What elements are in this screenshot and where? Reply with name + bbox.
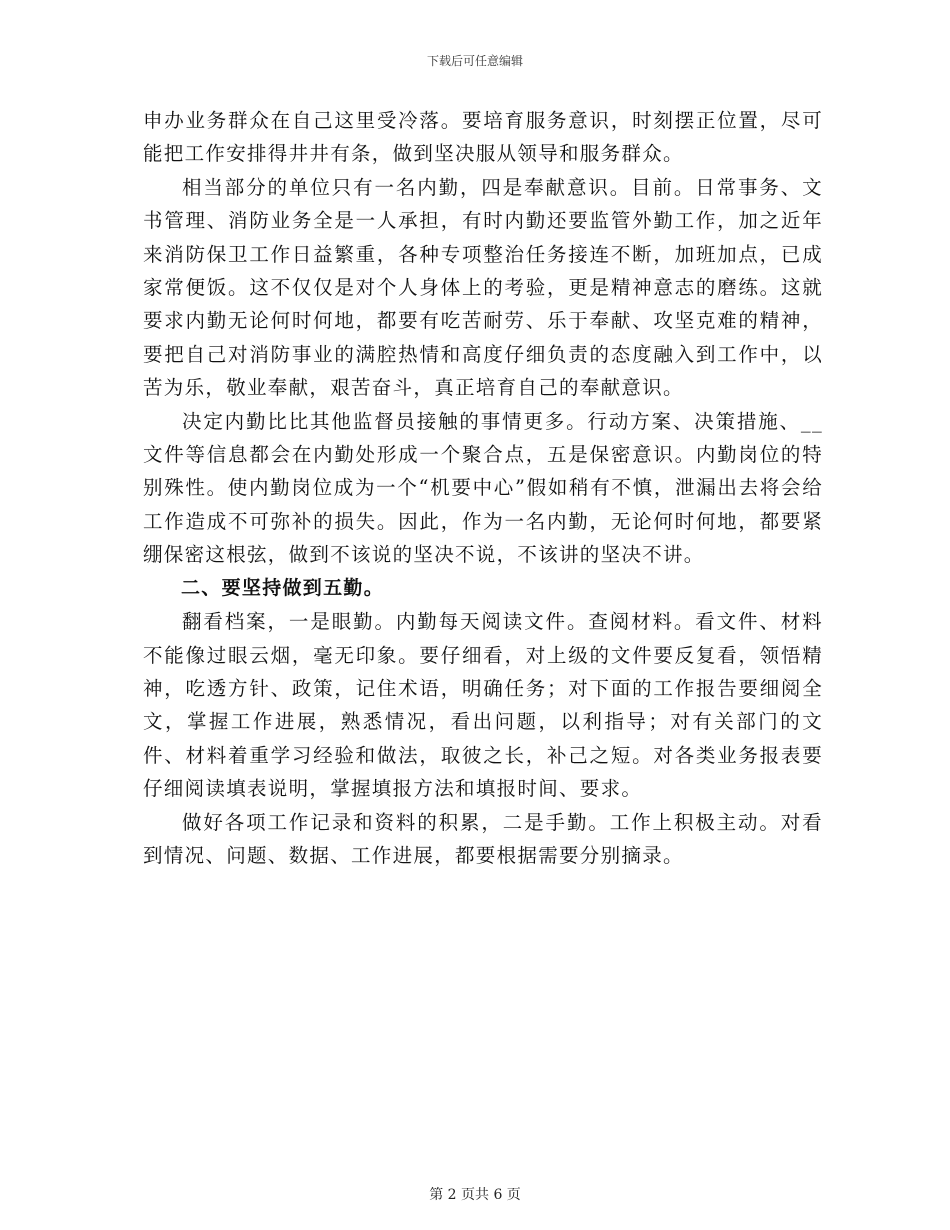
paragraph-dedication-awareness: 相当部分的单位只有一名内勤，四是奉献意识。目前。日常事务、文书管理、消防业务全是一人承担，有时内勤还要监管外勤工作，加之近年来消防保卫工作日益繁重，各种专项整治任务接连不断，加班加点，已成家常便饭。这不仅仅是对个人身体上的考验，更是精神意志的磨练。这就要求内勤无论何时何地，都要有吃苦耐劳、乐于奉献、攻坚克难的精神，要把自己对消防事业的满腔热情和高度仔细负责的态度融入到工作中，以苦为乐，敬业奉献，艰苦奋斗，真正培育自己的奉献意识。: [143, 175, 823, 400]
paragraph-hand-diligence: 做好各项工作记录和资料的积累，二是手勤。工作上积极主动。对看到情况、问题、数据、工作进展，都要根据需要分别摘录。: [143, 810, 823, 867]
page-number-footer: 第 2 页共 6 页: [429, 1187, 521, 1203]
document-body: [143, 104, 823, 872]
section-heading-five-diligences: 二、要坚持做到五勤。: [181, 576, 385, 599]
paragraph-eye-diligence: 翻看档案，一是眼勤。内勤每天阅读文件。查阅材料。看文件、材料不能像过眼云烟，毫无印象。要仔细看，对上级的文件要反复看，领悟精神，吃透方针、政策，记住术语，明确任务；对下面的工作报告要细阅全文，掌握工作进展，熟悉情况，看出问题，以利指导；对有关部门的文件、材料着重学习经验和做法，取彼之长，补己之短。对各类业务报表要仔细阅读填表说明，掌握填报方法和填报时间、要求。: [143, 610, 823, 801]
paragraph-confidentiality-awareness: 决定内勤比比其他监督员接触的事情更多。行动方案、决策措施、__文件等信息都会在内勤处形成一个聚合点，五是保密意识。内勤岗位的特别殊性。使内勤岗位成为一个“机要中心”假如稍有不慎，泄漏出去将会给工作造成不可弥补的损失。因此，作为一名内勤，无论何时何地，都要紧绷保密这根弦，做到不该说的坚决不说，不该讲的坚决不讲。: [143, 409, 823, 567]
paragraph-service-awareness-continued: 申办业务群众在自己这里受冷落。要培育服务意识，时刻摆正位置，尽可能把工作安排得井井有条，做到坚决服从领导和服务群众。: [143, 109, 823, 166]
page-header: 下载后可任意编辑: [426, 54, 523, 68]
